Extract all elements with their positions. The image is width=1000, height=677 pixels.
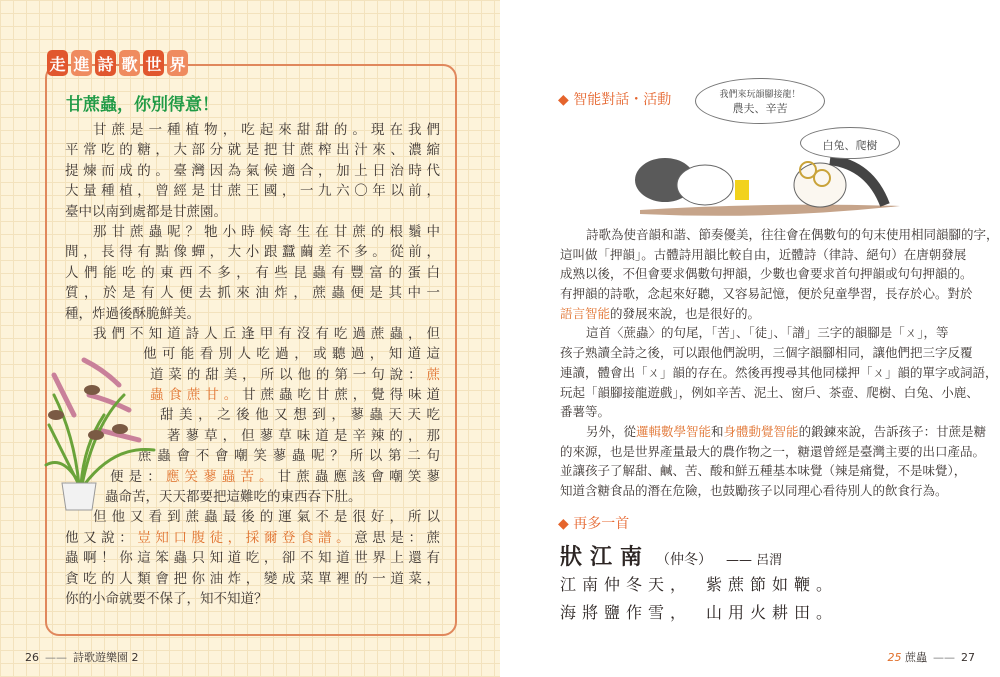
- section-badges: [47, 50, 188, 76]
- text-segment: 有押韻的詩歌，念起來好聽，又容易記憶，便於兒童學習，長存於心。對於: [560, 286, 973, 302]
- text-segment: 間，長得有點像蟬，大小跟蠶繭差不多。從前，: [65, 244, 440, 261]
- poem-heading: [560, 540, 782, 571]
- text-line: [560, 481, 948, 501]
- bubble-text: 我們來玩韻腳接龍！: [719, 90, 801, 100]
- text-line: [65, 528, 440, 548]
- poem-subtitle: （仲冬）: [656, 552, 713, 568]
- poem-line: 江南仲冬天， 紫蔗節如鞭。: [560, 575, 839, 594]
- text-segment: 那甘蔗蟲呢？牠小時候寄生在甘蔗的根鬚中: [93, 223, 440, 240]
- article-title: 甘蔗蟲，你別得意！: [66, 95, 219, 115]
- text-segment: 著蓼草，但蓼草味道是辛辣的，那: [167, 427, 440, 444]
- sugarcane-plant-illustration: [44, 355, 164, 515]
- guide-body: [560, 225, 999, 501]
- text-segment: 玩起「韻腳接龍遊戲」，例如辛苦、泥土、窗戶、茶壺、爬樹、白兔、小鹿、: [560, 384, 979, 400]
- text-segment: 和: [711, 423, 724, 439]
- text-line: [65, 589, 440, 609]
- text-line: [160, 405, 440, 425]
- section-badge: 進: [71, 50, 92, 76]
- text-line: [143, 344, 440, 364]
- text-line: [560, 442, 986, 462]
- text-segment: 並讓孩子了解甜、鹹、苦、酸和鮮五種基本味覺（辣是痛覺，不是味覺），: [560, 463, 967, 479]
- section-badge: 詩: [95, 50, 116, 76]
- text-line: [560, 363, 998, 383]
- text-line: [586, 323, 949, 343]
- text-line: [150, 365, 440, 385]
- text-line: [560, 304, 945, 324]
- text-segment: 甘蔗是一種植物，吃起來甜甜的。現在我們: [93, 122, 440, 138]
- text-segment: 質，於是有人便去抓來油炸，蔗蟲便是其中一: [65, 285, 440, 302]
- text-segment: 人們能吃的東西不多，有些昆蟲有豐富的蛋白: [65, 264, 440, 281]
- text-line: [150, 385, 440, 405]
- text-segment: 這首〈蔗蟲〉的句尾，「苦」、「徒」、「譜」三字的韻腳是「ㄨ」，等: [586, 325, 949, 341]
- text-line: [65, 161, 440, 181]
- text-segment: 我們不知道詩人丘逢甲有沒有吃過蔗蟲，但: [93, 325, 440, 342]
- highlight-text: 應笑蓼蟲苦。: [165, 468, 278, 485]
- highlight-text: 身體動覺智能: [723, 423, 799, 439]
- section-badge: 歌: [119, 50, 140, 76]
- bubble-text: 農夫、辛苦: [732, 102, 788, 115]
- text-segment: 你的小命就要不保了，知不知道？: [65, 590, 268, 607]
- text-segment: 大量種植，曾經是甘蔗王國，一九六〇年以前，: [65, 183, 440, 200]
- text-segment: 他可能看別人吃過，或聽過，知道這: [143, 346, 440, 363]
- speech-bubble: [695, 78, 825, 124]
- poem-number: 25: [887, 651, 902, 664]
- speech-bubble: 白兔、爬樹: [800, 127, 900, 159]
- text-segment: 種，炸過後酥脆鮮美。: [65, 305, 200, 322]
- text-line: [560, 264, 973, 284]
- poem-author: —— 呂渭: [726, 553, 783, 568]
- poem-line: 海將鹽作雪， 山用火耕田。: [560, 603, 839, 622]
- text-line: [65, 283, 440, 303]
- text-line: [560, 402, 945, 422]
- text-line: [560, 245, 967, 265]
- text-segment: 蟲啊！你這笨蟲只知道吃，卻不知道世界上還有: [65, 550, 440, 567]
- section-badge: 世: [143, 50, 164, 76]
- text-segment: 道菜的甜美，所以他的第一句說：: [150, 366, 427, 383]
- right-footer: 25 蔗蟲 —— 27: [887, 651, 975, 664]
- text-line: [65, 242, 440, 262]
- text-segment: 知道含糖食品的潛在危險，也鼓勵孩子以同理心看待別人的飲食行為。: [560, 482, 948, 498]
- highlight-text: 語言智能: [560, 305, 611, 321]
- text-segment: 他又說：: [65, 529, 138, 546]
- text-segment: 但他又看到蔗蟲最後的運氣不是很好，所以: [93, 509, 440, 526]
- text-line: [560, 461, 967, 481]
- text-line: [65, 263, 440, 283]
- text-line: [65, 140, 440, 160]
- text-segment: 甘蔗蟲應該會嘲笑蓼: [277, 468, 441, 485]
- section-badge: 走: [47, 50, 68, 76]
- poem-title: 狀江南: [560, 544, 651, 570]
- text-segment: 的來源，也是世界產量最大的農作物之一，糖還曾經是臺灣主要的出口產品。: [560, 443, 986, 459]
- text-segment: 提煉而成的。臺灣因為氣候適合，加上日治時代: [65, 162, 440, 179]
- text-segment: 的發展來說，也是很好的。: [610, 305, 761, 321]
- text-line: [65, 202, 440, 222]
- text-segment: 孩子熟讀全詩之後，可以跟他們說明，三個字韻腳相同，讓他們把三字反覆: [560, 345, 973, 361]
- text-segment: 成熟以後，不但會要求偶數句押韻，少數也會要求首句押韻或句句押韻的。: [560, 266, 973, 282]
- poem-name: 蔗蟲: [905, 651, 927, 664]
- text-segment: 甜美，之後他又想到，蓼蟲天天吃: [160, 407, 440, 424]
- text-segment: 平常吃的糖，大部分就是把甘蔗榨出汁來、濃縮: [65, 142, 440, 159]
- text-segment: 臺中以南到處都是甘蔗園。: [65, 203, 227, 220]
- text-line: [93, 120, 440, 140]
- page-number: 26: [25, 651, 39, 664]
- text-segment: 貪吃的人類會把你油炸，變成菜單裡的一道菜，: [65, 570, 440, 587]
- text-segment: 詩歌為使音韻和諧、節奏優美，往往會在偶數句的句末使用相同韻腳的字，: [586, 227, 999, 242]
- section-badge: 界: [167, 50, 188, 76]
- book-title: 詩歌遊樂園 2: [73, 651, 139, 664]
- text-line: [560, 284, 973, 304]
- text-line: [560, 383, 979, 403]
- text-segment: 這叫做「押韻」。古體詩用韻比較自由，近體詩（律詩、絕句）在唐朝發展: [560, 246, 967, 262]
- text-segment: 甘蔗蟲吃甘蔗，覺得味道: [242, 387, 441, 404]
- text-line: [65, 548, 440, 568]
- page-number: 27: [961, 651, 975, 664]
- text-line: [65, 181, 440, 201]
- text-segment: 蟲命苦，天天都要把這難吃的東西吞下肚。: [105, 489, 362, 506]
- text-line: [65, 569, 440, 589]
- text-segment: 的鍛鍊來說，告訴孩子：甘蔗是糖: [798, 423, 987, 439]
- text-segment: 意思是：蔗: [354, 529, 441, 546]
- text-segment: 番薯等。: [560, 404, 611, 420]
- text-line: [138, 446, 440, 466]
- text-line: [167, 426, 440, 446]
- text-segment: 蔗蟲會不會嘲笑蓼蟲呢？所以第二句: [138, 448, 440, 465]
- text-segment: 連讀，體會出「ㄨ」韻的存在。然後再搜尋其他同樣押「ㄨ」韻的單字或詞語，: [560, 364, 998, 380]
- text-segment: 便是：: [110, 468, 166, 485]
- left-footer: 26 —— 詩歌遊樂園 2: [25, 651, 139, 664]
- highlight-text: 蟲食蔗甘。: [150, 387, 243, 404]
- text-line: [65, 304, 440, 324]
- section-heading-activity: ◆ 智能對話・活動: [558, 92, 672, 108]
- highlight-text: 邏輯數學智能: [636, 423, 712, 439]
- text-line: [93, 222, 440, 242]
- text-line: [586, 225, 999, 245]
- highlight-text: 豈知口腹徒，採爾登食譜。: [137, 529, 355, 546]
- text-segment: 另外，從: [586, 423, 637, 439]
- beetle-icon: [48, 385, 128, 440]
- text-line: [93, 324, 440, 344]
- text-line: [560, 343, 973, 363]
- section-heading-more-poem: ◆ 再多一首: [558, 516, 630, 532]
- highlight-text: 蔗: [426, 366, 440, 383]
- text-line: [586, 422, 987, 442]
